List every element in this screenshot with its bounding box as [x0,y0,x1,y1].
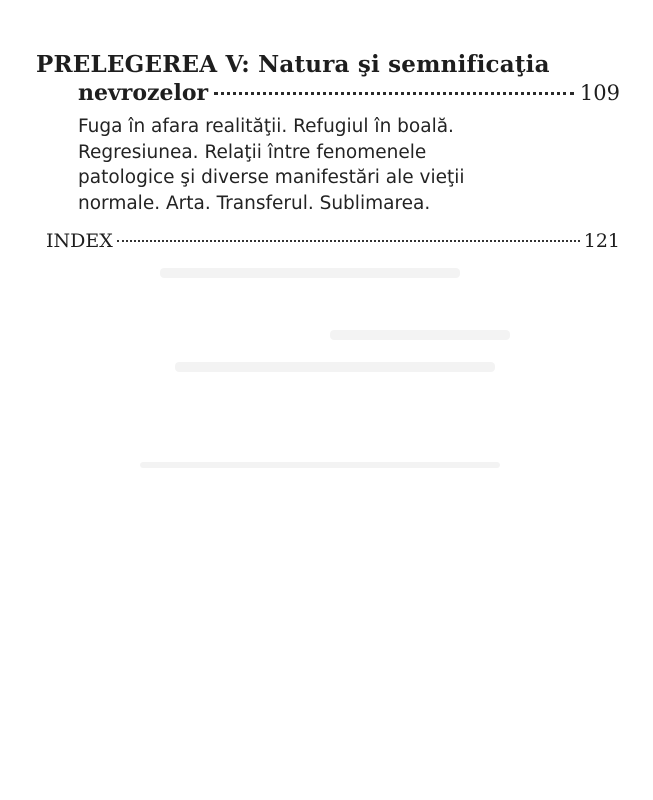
chapter-title-line [78,80,620,110]
leader-dots [214,92,574,95]
index-page-number: 121 [583,230,620,252]
index-entry [46,230,620,256]
summary-line: Regresiunea. Relaţii între fenomenele [78,141,427,163]
chapter-heading: PRELEGEREA V: Natura şi semnificaţia [36,51,550,78]
chapter-page-number: 109 [579,81,620,105]
show-through-mark [330,330,510,340]
summary-line: patologice şi diverse manifestări ale vieţii [78,167,465,188]
show-through-mark [160,268,460,278]
chapter-summary [78,114,528,216]
summary-line: Fuga în afara realităţii. Refugiul în boală. [78,116,454,137]
summary-line: normale. Arta. Transferul. Sublimarea. [78,192,431,214]
show-through-mark [175,362,495,372]
index-label: INDEX [46,230,113,252]
show-through-mark [140,462,500,468]
chapter-heading-continued: nevrozelor [78,80,209,106]
leader-dots [117,240,580,242]
